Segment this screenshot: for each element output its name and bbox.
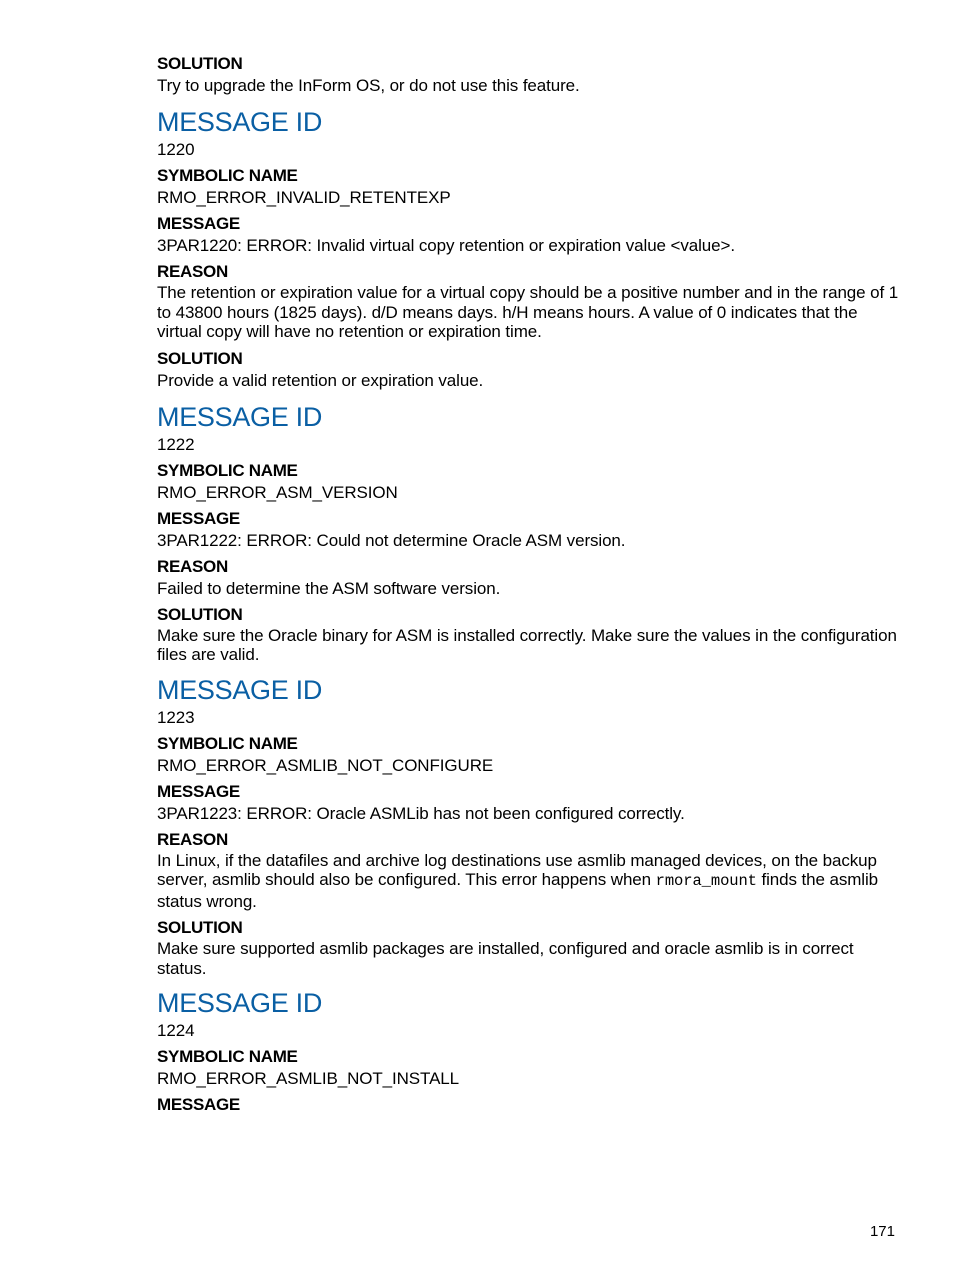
symbolic-name-value: RMO_ERROR_ASM_VERSION [157,482,398,502]
solution-text: Make sure supported asmlib packages are installed, configured and oracle asmlib is in correct status. [157,939,854,978]
message-id-heading: MESSAGE ID [157,988,323,1018]
symbolic-name-value: RMO_ERROR_ASMLIB_NOT_CONFIGURE [157,755,494,775]
message-entry-1224 [157,988,902,1116]
message-text: 3PAR1223: ERROR: Oracle ASMLib has not been configured correctly. [157,803,685,823]
solution-text: Provide a valid retention or expiration value. [157,370,484,390]
message-id-value: 1224 [157,1021,195,1040]
reason-text-after: finds the asmlib status wrong. [157,870,879,911]
solution-label: SOLUTION [157,604,243,624]
message-id-value: 1222 [157,434,195,454]
solution-label: SOLUTION [157,918,243,937]
reason-code: rmora_mount [655,872,757,890]
message-id-value: 1220 [157,140,195,159]
message-id-heading: MESSAGE ID [157,401,323,432]
page-number: 171 [869,1223,895,1240]
symbolic-name-label: SYMBOLIC NAME [157,166,298,185]
solution-label: SOLUTION [157,348,243,368]
reason-label: REASON [157,556,228,576]
reason-text [157,851,902,912]
message-text: 3PAR1220: ERROR: Invalid virtual copy retention or expiration value <value>. [157,236,735,255]
message-id-value: 1223 [157,707,195,727]
solution-text: Make sure the Oracle binary for ASM is installed correctly. Make sure the values in the configuration files are valid. [157,625,897,664]
symbolic-name-label: SYMBOLIC NAME [157,733,298,753]
message-entry-1220 [157,107,902,392]
solution-label: SOLUTION [157,54,243,73]
reason-text: Failed to determine the ASM software version. [157,578,501,598]
message-id-heading: MESSAGE ID [157,107,323,137]
message-label: MESSAGE [157,781,240,801]
symbolic-name-value: RMO_ERROR_ASMLIB_NOT_INSTALL [157,1069,460,1088]
message-text: 3PAR1222: ERROR: Could not determine Oracle ASM version. [157,530,626,550]
message-label: MESSAGE [157,214,240,233]
message-entry-1222 [157,402,902,665]
message-label: MESSAGE [157,508,240,528]
symbolic-name-label: SYMBOLIC NAME [157,1047,298,1066]
message-entry-1223 [157,675,902,979]
reason-label: REASON [157,829,228,849]
solution-text: Try to upgrade the InForm OS, or do not use this feature. [157,76,580,95]
symbolic-name-label: SYMBOLIC NAME [157,460,298,480]
message-label: MESSAGE [157,1095,240,1114]
page-content [157,53,902,1116]
message-id-heading: MESSAGE ID [157,674,323,705]
reason-text-before: In Linux, if the datafiles and archive log destinations use asmlib managed devices, on the backup server, asmlib should also be configured. This error happens when [157,850,877,889]
symbolic-name-value: RMO_ERROR_INVALID_RETENTEXP [157,188,451,207]
reason-label: REASON [157,262,228,281]
reason-text: The retention or expiration value for a virtual copy should be a positive number and in the range of 1 to 43800 hours (1825 days). d/D means days. h/H means hours. A value of 0 indicates that the virtual copy will have no retention or expiration time. [157,283,899,341]
